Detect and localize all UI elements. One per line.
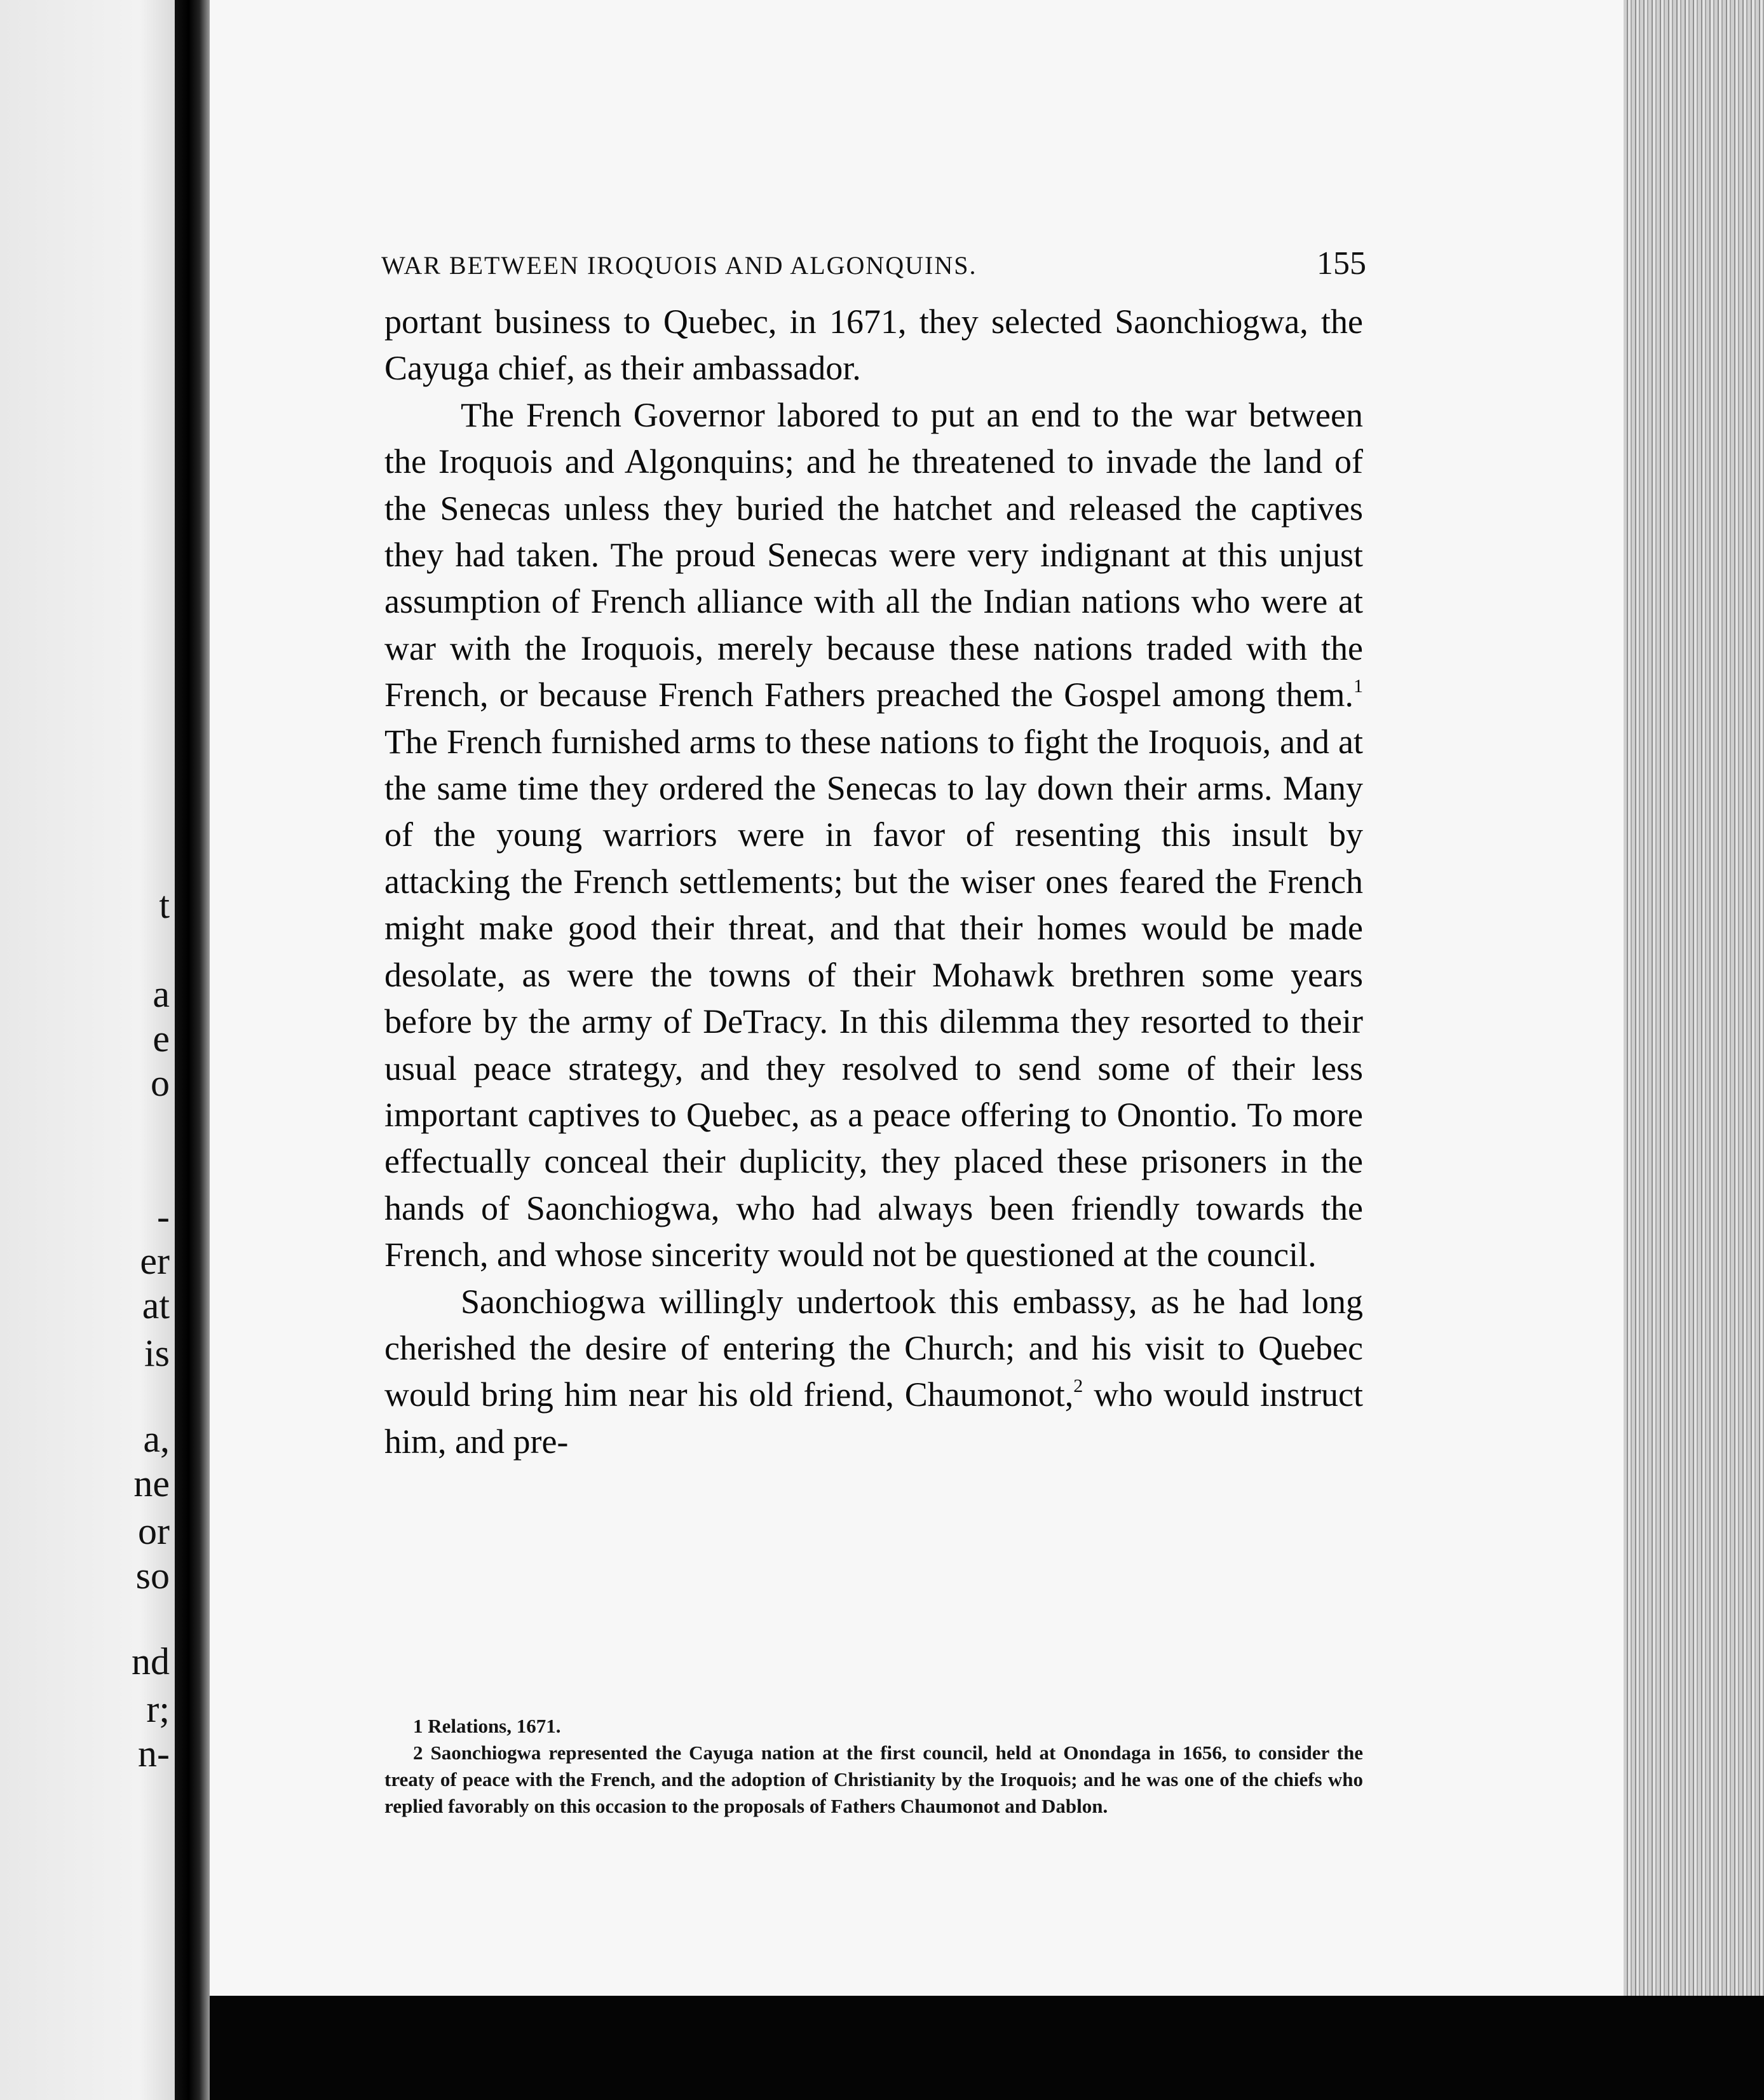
paragraph-continued	[384, 299, 1363, 392]
left-page-fragment: ne	[133, 1462, 170, 1504]
running-title: WAR BETWEEN IROQUOIS AND ALGONQUINS.	[381, 251, 977, 280]
body-text	[384, 299, 1363, 1465]
left-page-fragment: er	[140, 1240, 170, 1282]
footnote-reference: 2	[1073, 1375, 1083, 1397]
running-header	[381, 245, 1366, 282]
left-page-fragment: t	[159, 884, 170, 926]
footnote	[384, 1713, 1363, 1740]
left-page-fragment: nd	[132, 1640, 170, 1682]
left-page-fragment: so	[135, 1555, 170, 1597]
left-page-fragment: is	[144, 1332, 170, 1374]
left-page-fragment: or	[138, 1510, 170, 1552]
paragraph	[384, 1279, 1363, 1466]
scan-background	[210, 1996, 1764, 2100]
left-page-fragment: r;	[146, 1688, 170, 1730]
left-page-fragment: a,	[143, 1418, 170, 1460]
paragraph	[384, 392, 1363, 1279]
footnote-number: 2	[413, 1742, 423, 1764]
footnote-number: 1	[413, 1715, 423, 1737]
footnote-reference: 1	[1354, 676, 1363, 697]
footnote	[384, 1740, 1363, 1820]
page-edges	[1624, 0, 1764, 1996]
paragraph-text: The French furnished arms to these nations to fight the Iroquois, and at the same time they ordered the Senecas to lay down their arms. Many of the young warriors were in favor of resenting this insult by attacking the French settlements; but the wiser ones feared the French might make good their threat, and that their homes would be made desolate, as were the towns of their Mohawk brethren some years before by the army of DeTracy. In this dilemma they resorted to their usual peace strategy, and they resolved to send some of their less important captives to Quebec, as a peace offering to Onontio. To more effectually conceal their duplicity, they placed these prisoners in the hands of Saonchiogwa, who had always been friendly towards the French, and whose sincerity would not be questioned at the council.	[384, 722, 1363, 1274]
left-page-fragment: a	[153, 973, 170, 1015]
paragraph-text: portant business to Quebec, in 1671, they selected Saonchiogwa, the Cayuga chief, as their ambassador.	[384, 303, 1363, 388]
left-page-fragment: at	[142, 1285, 170, 1326]
left-facing-page	[0, 0, 175, 2100]
page-number: 155	[1317, 245, 1366, 282]
book-binding-gutter	[175, 0, 210, 2100]
left-page-fragment: n-	[138, 1733, 170, 1775]
footnote-text: Relations, 1671.	[423, 1715, 561, 1737]
footnotes	[384, 1713, 1363, 1820]
left-page-fragment: o	[151, 1062, 170, 1104]
paragraph-text: who would instruct him, and pre-	[384, 1375, 1363, 1461]
paragraph-text: Saonchiogwa willingly undertook this embassy, as he had long cherished the desire of entering the Church; and his visit to Quebec would bring him near his old friend, Chaumonot,	[384, 1282, 1363, 1414]
paragraph-text: The French Governor labored to put an end to the war between the Iroquois and Algonquins; and he threatened to invade the land of the Senecas unless they buried the hatchet and released the captives they had taken. The proud Senecas were very indignant at this unjust assumption of French alliance with all the Indian nations who were at war with the Iroquois, merely because these nations traded with the French, or because French Fathers preached the Gospel among them.	[384, 395, 1363, 714]
left-page-fragment: -	[157, 1196, 170, 1238]
footnote-text: Saonchiogwa represented the Cayuga nation at the first council, held at Onondaga in 1656, to consider the treaty of peace with the French, and the adoption of Christianity by the Iroquois; and he was one of the chiefs who replied favorably on this occasion to the proposals of Fathers Chaumonot and Dablon.	[384, 1742, 1363, 1817]
left-page-fragment: e	[153, 1018, 170, 1060]
